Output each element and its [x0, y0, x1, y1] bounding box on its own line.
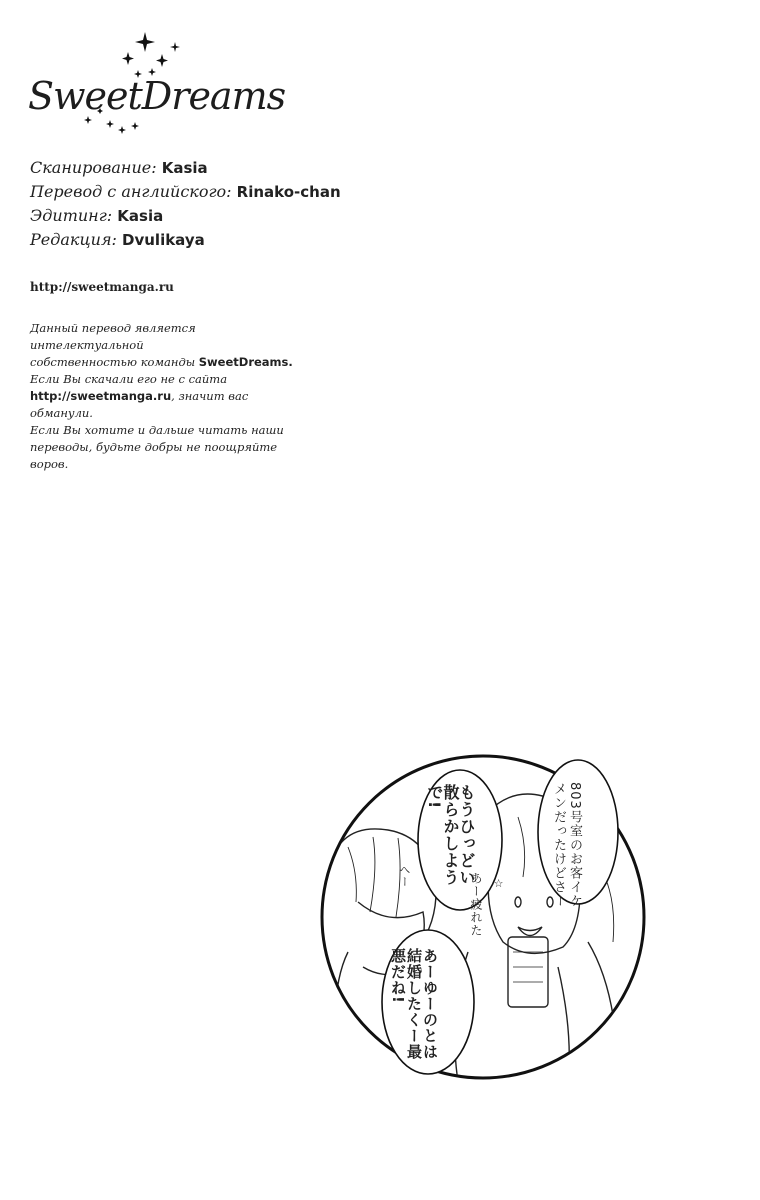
star-mark: ☆ [492, 877, 505, 891]
credit-value: Kasia [161, 159, 208, 177]
he-label: へー [398, 864, 411, 888]
credit-translation [30, 180, 341, 204]
speech-bubble-1: 803号室のお客イケメンだったけどさー [551, 782, 582, 908]
credit-editing [30, 204, 341, 228]
speech-bubble-2: もうひっどい散らかしようで! [425, 784, 476, 886]
speech-bubble-4: あー疲れた [469, 872, 483, 937]
notice-line: Если Вы хотите и дальше читать наши [30, 423, 284, 437]
credit-scan [30, 156, 341, 180]
notice-text: , значит вас обманули. [30, 389, 249, 420]
notice-line [30, 388, 300, 422]
notice-site-link[interactable]: http://sweetmanga.ru [30, 389, 172, 403]
credit-proofreading [30, 228, 341, 252]
credit-value: Rinako-chan [236, 183, 341, 201]
credits-block [30, 156, 341, 252]
notice-team-name: SweetDreams. [198, 355, 293, 369]
site-url-link[interactable]: http://sweetmanga.ru [30, 280, 174, 294]
notice-text: собственностью команды [30, 355, 199, 369]
credit-label: Эдитинг: [30, 206, 113, 225]
sweetdreams-logo [20, 24, 286, 144]
credit-label: Редакция: [30, 230, 117, 249]
logo-text: SweetDreams [28, 74, 286, 118]
speech-bubble-3: あーゆーのとは結婚したくー最悪だね! [389, 948, 439, 1060]
notice-line [30, 354, 300, 371]
copyright-notice [30, 320, 300, 473]
credit-value: Dvulikaya [122, 231, 205, 249]
credit-label: Перевод с английского: [30, 182, 232, 201]
credit-value: Kasia [117, 207, 164, 225]
credit-label: Сканирование: [30, 158, 157, 177]
notice-line: Если Вы скачали его не с сайта [30, 372, 228, 386]
notice-line: Данный перевод является интелектуальной [30, 321, 196, 352]
notice-line: переводы, будьте добры не поощряйте воров. [30, 440, 278, 471]
manga-illustration [318, 752, 648, 1082]
